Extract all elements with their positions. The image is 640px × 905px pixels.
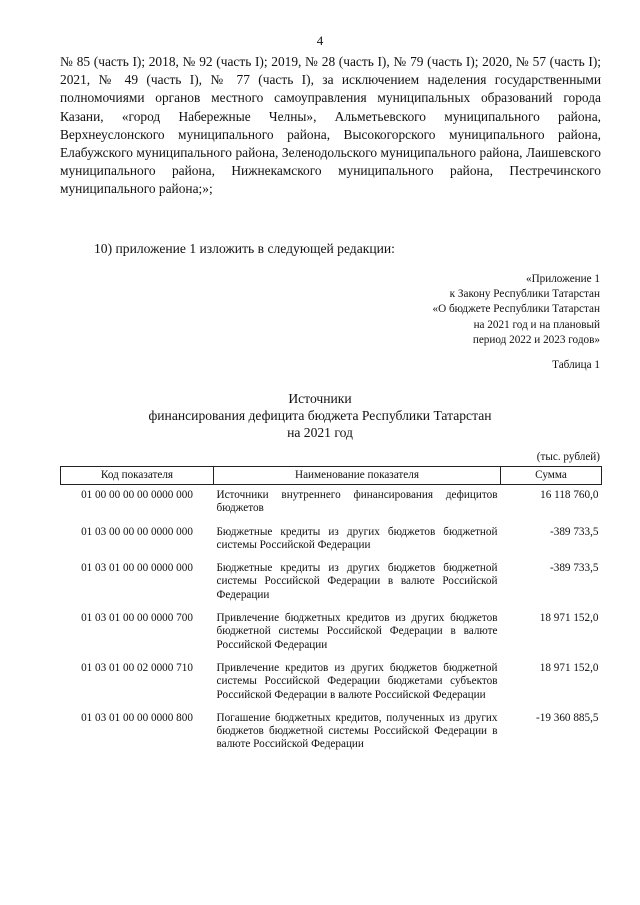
table-header-row: [61, 467, 602, 485]
appendix-header: [340, 272, 600, 348]
title-line: финансирования дефицита бюджета Республики Татарстан: [148, 408, 492, 423]
row-name: Источники внутреннего финансирования дефицитов бюджетов: [216, 489, 498, 515]
table-row: [61, 558, 602, 608]
appendix-line: «Приложение 1: [525, 273, 600, 285]
row-code: 01 00 00 00 00 0000 000: [81, 489, 193, 501]
table-title: [0, 390, 640, 441]
table-row: [61, 485, 602, 522]
intro-paragraph: № 85 (часть I); 2018, № 92 (часть I); 2019, № 28 (часть I), № 79 (часть I); 2020, № 57 (часть I); 2021, № 49 (часть I), № 77 (часть I), за исключением наделения государственными полномочиями органов местного самоуправления муниципальных образований города Казани, «город Набережные Челны», Альметьевского муниципального района, Верхнеуслонского муниципального района, Высокогорского муниципального района, Елабужского муниципального района, Зеленодольского муниципального района, Лаишевского муниципального района, Нижнекамского муниципального района, Пестречинского муниципального района;»;: [60, 54, 601, 197]
row-code: 01 03 01 00 00 0000 000: [81, 562, 193, 575]
table-row: [61, 658, 602, 708]
row-sum: 18 971 152,0: [539, 612, 599, 625]
table-row: [61, 708, 602, 758]
row-code: 01 03 00 00 00 0000 000: [81, 525, 193, 538]
row-code: 01 03 01 00 00 0000 700: [81, 612, 193, 625]
row-name: Привлечение кредитов из других бюджетов бюджетной системы Российской Федерации бюджетами субъектов Российской Федерации в валюте Российской Федерации: [216, 661, 498, 701]
item-10-text: 10) приложение 1 изложить в следующей редакции:: [94, 241, 395, 256]
appendix-line: период 2022 и 2023 годов»: [472, 333, 600, 346]
title-line: на 2021 год: [287, 425, 353, 440]
header-sum: Сумма: [501, 467, 602, 485]
row-code: 01 03 01 00 02 0000 710: [81, 661, 193, 674]
row-code: 01 03 01 00 00 0000 800: [81, 711, 193, 724]
row-sum: -389 733,5: [550, 562, 599, 575]
row-sum: 18 971 152,0: [539, 661, 599, 674]
title-line: Источники: [288, 391, 352, 406]
header-code: Код показателя: [61, 467, 214, 485]
row-sum: -19 360 885,5: [536, 711, 599, 724]
row-sum: -389 733,5: [550, 525, 599, 538]
appendix-line: «О бюджете Республики Татарстан: [432, 303, 600, 316]
page-number: 4: [316, 33, 324, 48]
table-row: [61, 608, 602, 658]
row-name: Погашение бюджетных кредитов, полученных из других бюджетов бюджетной системы Российской Федерации в валюте Российской Федерации: [216, 711, 498, 751]
row-sum: 16 118 760,0: [540, 489, 599, 501]
appendix-line: на 2021 год и на плановый: [473, 318, 600, 331]
units-label: (тыс. рублей): [536, 451, 600, 463]
row-name: Бюджетные кредиты из других бюджетов бюджетной системы Российской Федерации в валюте Российской Федерации: [216, 562, 498, 601]
table-label: Таблица 1: [552, 359, 600, 371]
header-name: Наименование показателя: [214, 467, 501, 485]
appendix-line: к Закону Республики Татарстан: [449, 288, 600, 301]
row-name: Привлечение бюджетных кредитов из других бюджетов бюджетной системы Российской Федерации в валюте Российской Федерации: [216, 612, 498, 651]
budget-table: [60, 466, 602, 758]
row-name: Бюджетные кредиты из других бюджетов бюджетной системы Российской Федерации: [216, 525, 498, 551]
table-row: [61, 522, 602, 559]
